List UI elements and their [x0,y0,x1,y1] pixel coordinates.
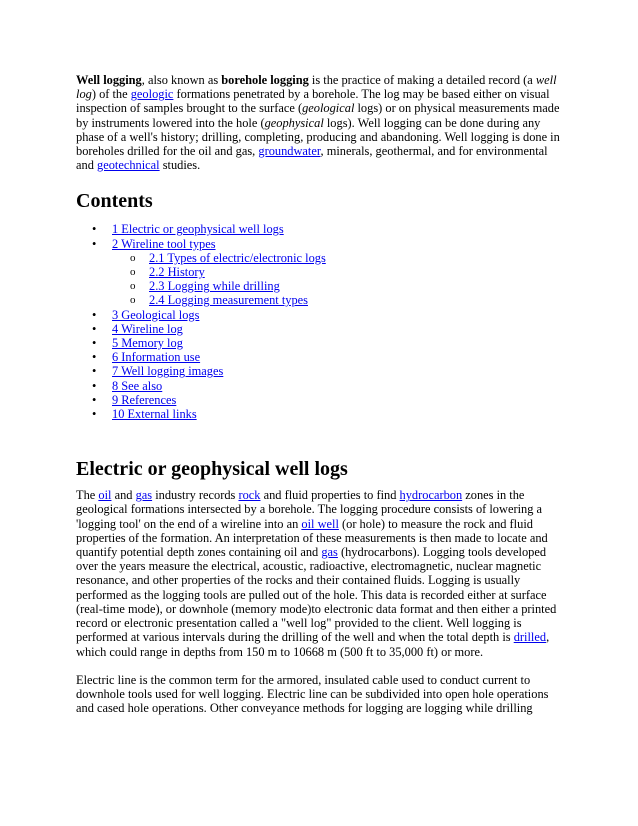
link-geotechnical[interactable]: geotechnical [97,158,160,173]
toc-link-7[interactable]: 7 Well logging images [112,364,224,379]
toc-item [76,350,564,364]
link-gas-2[interactable]: gas [321,545,338,560]
toc-item [76,393,564,407]
toc-link-2-3[interactable]: 2.3 Logging while drilling [149,279,280,294]
toc-subitem [112,293,564,307]
section-paragraph-2: Electric line is the common term for the armored, insulated cable used to conduct current to downhole tools used for well logging. Electric line can be subdivided into open hole operations and cased hole operations. Other conveyance methods for logging are logging while drilling [76,672,549,716]
toc-link-1[interactable]: 1 Electric or geophysical well logs [112,222,284,237]
toc-item [76,308,564,322]
toc-item [76,222,564,236]
toc-item [76,379,564,393]
section-heading: Electric or geophysical well logs [76,458,348,481]
toc-link-2-1[interactable]: 2.1 Types of electric/electronic logs [149,250,326,265]
toc-link-2-2[interactable]: 2.2 History [149,265,205,280]
toc-subitem [112,251,564,265]
link-oil[interactable]: oil [98,488,112,503]
intro-term: Well logging [76,73,142,87]
link-gas[interactable]: gas [135,488,153,503]
toc-link-9[interactable]: 9 References [112,392,177,407]
toc-link-5[interactable]: 5 Memory log [112,336,183,351]
intro-alt-term: borehole logging [221,73,309,87]
link-drilled[interactable]: drilled [513,630,547,645]
section-paragraph-1: The oil and gas industry records rock and fluid properties to find hydrocarbon zones in the geological formations intersected by a borehole. The logging procedure consists of lowering a 'logging tool' on the end of a wireline into an oil well (or hole) to measure the rock and fluid properties of the formation. An interpretation of these measurements is then made to locate and quantify potential depth zones containing oil and gas (hydrocarbons). Logging tools developed over the years measure the electrical, acoustic, radioactive, electromagnetic, nuclear magnetic resonance, and other properties of the rocks and their contained fluids. Logging is usually performed as the logging tools are pulled out of the hole. This data is recorded either at surface (real-time mode), or downhole (memory mode)to electronic data format and then either a printed record or electronic presentation called a "well log" provided to the client. Well logging is performed at various intervals during the drilling of the well and when the total depth is drilled, which could range in depths from 150 m to 10668 m (500 ft to 35,000 ft) or more. [76,488,557,659]
article-body [76,73,564,715]
intro-paragraph: Well logging, also known as borehole logging is the practice of making a detailed record (a well log) of the geologic formations penetrated by a borehole. The log may be based either on visual inspection of samples brought to the surface (geological logs) or on physical measurements made by instruments lowered into the hole (geophysical logs). Well logging can be done during any phase of a well's history; drilling, completing, producing and abandoning. Well logging is done in boreholes drilled for the oil and gas, groundwater, minerals, geothermal, and for environmental and geotechnical studies. [76,73,560,173]
link-geologic[interactable]: geologic [130,87,174,102]
toc-item [76,237,564,308]
toc-item [76,407,564,421]
toc-item [76,322,564,336]
toc-link-3[interactable]: 3 Geological logs [112,307,200,322]
link-hydrocarbon[interactable]: hydrocarbon [399,488,463,503]
table-of-contents [76,222,564,421]
contents-heading: Contents [76,190,153,213]
toc-item [76,364,564,378]
toc-link-2[interactable]: 2 Wireline tool types [112,236,216,251]
toc-link-4[interactable]: 4 Wireline log [112,321,183,336]
link-oil-well[interactable]: oil well [301,516,339,531]
toc-link-6[interactable]: 6 Information use [112,350,201,365]
toc-sublist [112,251,564,308]
toc-subitem [112,265,564,279]
toc-item [76,336,564,350]
toc-link-2-4[interactable]: 2.4 Logging measurement types [149,293,308,308]
toc-link-10[interactable]: 10 External links [112,407,197,422]
toc-subitem [112,279,564,293]
link-rock[interactable]: rock [238,488,261,503]
toc-link-8[interactable]: 8 See also [112,378,163,393]
link-groundwater[interactable]: groundwater [258,144,321,159]
